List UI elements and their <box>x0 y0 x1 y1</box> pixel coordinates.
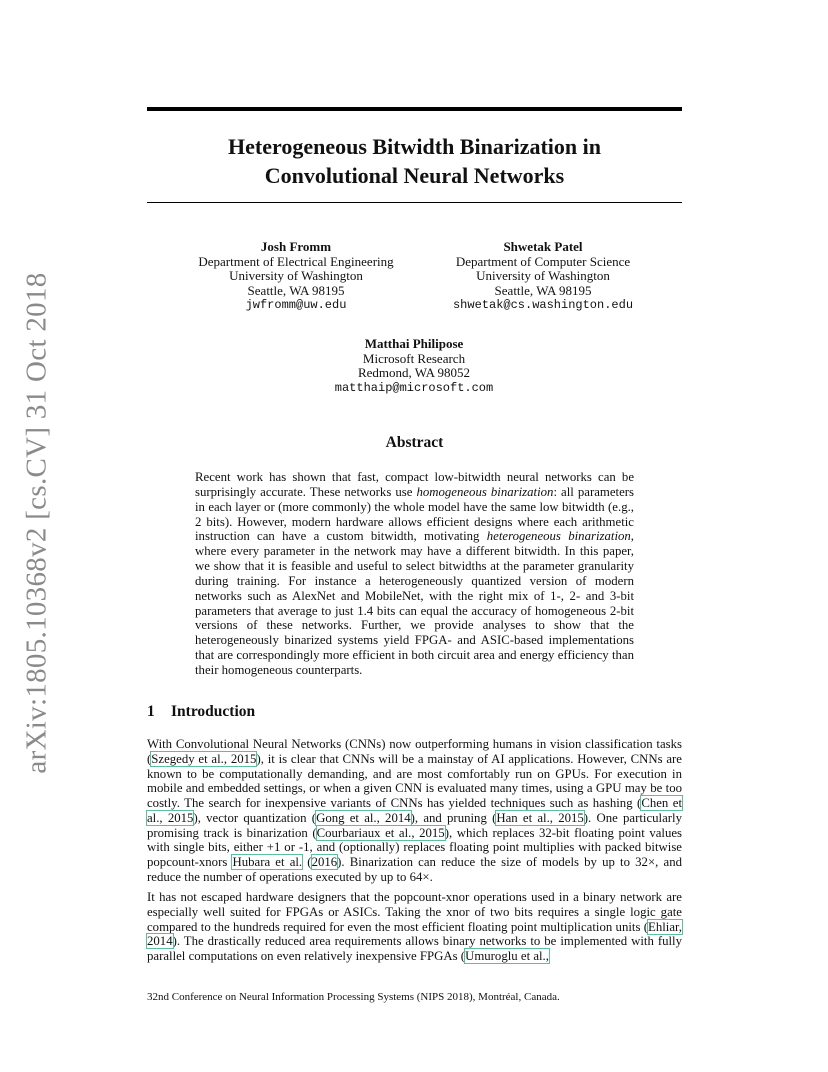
title-bottom-rule <box>147 202 682 203</box>
abstract-text: Recent work has shown that fast, compact low-bitwidth neural networks can be surprisingly accurate. These networks use <box>195 470 634 499</box>
author-dept: Department of Computer Science <box>455 253 631 269</box>
author-email: shwetak@cs.washington.edu <box>452 298 634 313</box>
title-top-rule <box>147 107 682 111</box>
author-city: Seattle, WA 98195 <box>247 282 345 298</box>
citation-link[interactable]: Umuroglu et al., <box>465 949 549 963</box>
section-title: Introduction <box>171 703 256 720</box>
author-name: Matthai Philipose <box>364 336 464 351</box>
abstract-heading: Abstract <box>385 434 444 451</box>
section-number: 1 <box>147 703 155 720</box>
paragraph-text: ( <box>302 855 312 869</box>
paragraph-text: ). One particularly promising track is binarization ( <box>147 810 683 840</box>
author-block-2 <box>423 240 663 313</box>
paper-title <box>147 132 682 190</box>
author-dept: Department of Electrical Engineering <box>198 253 394 269</box>
citation-link[interactable]: Han et al., 2015 <box>496 810 584 825</box>
citation-link[interactable]: Courbariaux et al., 2015 <box>316 825 445 840</box>
paragraph-text: ), it is clear that CNNs will be a mainstay of AI applications. However, CNNs are known to be computationally demanding, and are most comfortably run on GPUs. For execution in mobile and embedded settings, or when a given CNN is evaluated many times, using a GPU may be too costly. The search for inexpensive variants of CNNs has yielded techniques such as hashing ( <box>147 751 682 810</box>
abstract-body <box>195 470 634 678</box>
author-block-1 <box>176 240 416 313</box>
author-city: Redmond, WA 98052 <box>357 365 471 381</box>
paragraph-text: ), and pruning ( <box>410 810 497 825</box>
author-email: matthaip@microsoft.com <box>334 380 494 395</box>
author-name: Josh Fromm <box>260 239 332 254</box>
intro-paragraph-1 <box>147 737 682 885</box>
author-dept: Microsoft Research <box>362 350 466 366</box>
citation-link[interactable]: Gong et al., 2014 <box>316 810 411 825</box>
author-univ: University of Washington <box>476 268 610 284</box>
citation-link[interactable]: Szegedy et al., 2015 <box>151 751 257 766</box>
paragraph-text: ). Binarization can reduce the size of models by up to 32×, and reduce the number of operations executed by up to 64×. <box>147 855 682 884</box>
conference-footer: 32nd Conference on Neural Information Processing Systems (NIPS 2018), Montréal, Canada. <box>147 991 560 1003</box>
title-line-1: Heterogeneous Bitwidth Binarization in <box>228 134 601 159</box>
citation-link[interactable]: Ehliar, 2014 <box>147 919 682 949</box>
citation-link[interactable]: 2016 <box>311 855 338 869</box>
abstract-text: : all parameters in each layer or (more commonly) the whole model have the same low bitwidth (e.g., 2 bits). However, modern hardware allows efficient designs where each arithmetic instruction can have a custom bitwidth, motivating <box>195 484 634 544</box>
section-heading <box>147 703 255 721</box>
intro-paragraph-2 <box>147 890 682 964</box>
abstract-emphasis: homogeneous binarization <box>416 484 554 499</box>
citation-link[interactable]: Chen et al., 2015 <box>147 796 683 825</box>
author-name: Shwetak Patel <box>503 239 583 254</box>
title-line-2: Convolutional Neural Networks <box>264 163 565 188</box>
author-block-3 <box>294 337 534 395</box>
abstract-emphasis: heterogeneous binarization <box>486 529 631 544</box>
abstract-text: , where every parameter in the network may have a different bitwidth. In this paper, we show that it is feasible and useful to select bitwidths at the parameter granularity during training. For instance a heterogeneously quantized version of modern networks such as AlexNet and MobileNet, with the right mix of 1-, 2- and 3-bit parameters that average to just 1.4 bits can equal the accuracy of homogeneous 2-bit versions of these networks. Further, we provide analyses to show that the heterogeneously binarized systems yield FPGA- and ASIC-based implementations that are correspondingly more efficient in both circuit area and energy efficiency than their homogeneous counterparts. <box>195 529 634 677</box>
author-email: jwfromm@uw.edu <box>245 298 347 313</box>
arxiv-identifier: arXiv:1805.10368v2 [cs.CV] 31 Oct 2018 <box>20 272 53 774</box>
paragraph-text: It has not escaped hardware designers that the popcount-xnor operations used in a binary network are especially well suited for FPGAs or ASICs. Taking the xnor of two bits requires a single logic gate compared to the hundreds required for even the most efficient floating point multiplication units ( <box>147 890 682 934</box>
paragraph-text: ), which replaces 32-bit floating point values with single bits, either +1 or -1, and (optionally) replaces floating point multiplies with packed bitwise popcount-xnors <box>147 825 683 869</box>
paragraph-text: ). The drastically reduced area requirements allows binary networks to be implemented with fully parallel computations on even relatively inexpensive FPGAs ( <box>147 934 682 963</box>
author-city: Seattle, WA 98195 <box>494 282 592 298</box>
citation-link[interactable]: Hubara et al. <box>232 855 303 869</box>
author-univ: University of Washington <box>229 268 363 284</box>
paragraph-text: With Convolutional Neural Networks (CNNs) now outperforming humans in vision classification tasks ( <box>147 737 682 766</box>
paragraph-text: ), vector quantization ( <box>193 810 317 825</box>
